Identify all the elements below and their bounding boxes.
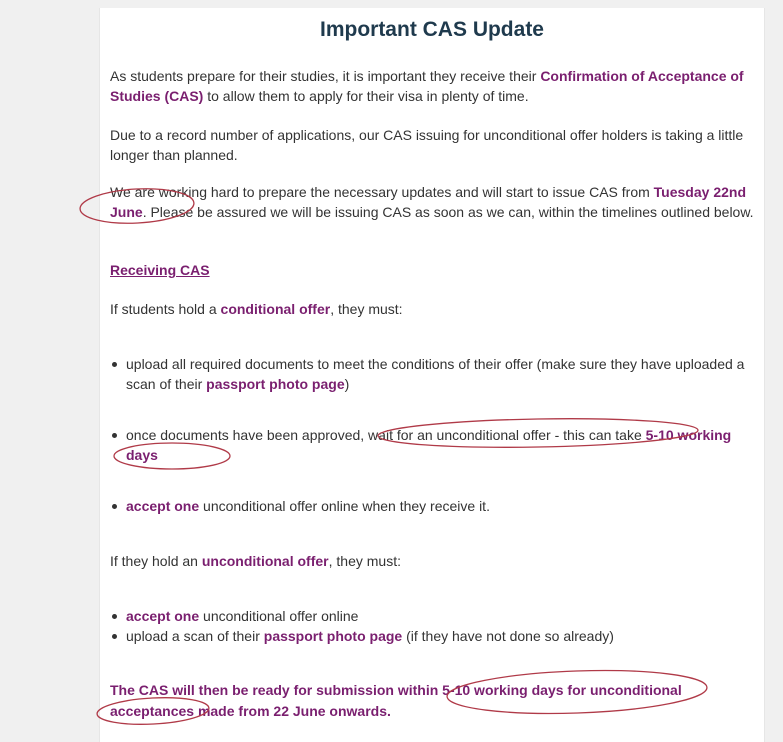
list-item [126, 606, 766, 626]
delay-paragraph: Due to a record number of applications, our CAS issuing for unconditional offer holders is taking a little longer than planned. [110, 127, 744, 163]
receiving-cas-link[interactable]: Receiving CAS [110, 262, 210, 278]
page-title: Important CAS Update [319, 18, 544, 41]
list-item-text: upload all required documents to meet the conditions of their offer (make sure they have uploaded a scan of their [126, 356, 745, 392]
conditional-offer-term: conditional offer [220, 301, 331, 317]
conditional-intro-end: , they must: [330, 301, 403, 317]
list-item [126, 354, 766, 394]
working-paragraph [110, 182, 760, 222]
final-note: The CAS will then be ready for submission within 5-10 working days for unconditional acceptances made from 22 June onwards. [110, 682, 682, 719]
list-item-text: once documents have been approved, wait for an unconditional offer - this can take [126, 427, 646, 443]
working-text-end: . Please be assured we will be issuing CAS as soon as we can, within the timelines outlined below. [142, 204, 754, 220]
email-body [99, 8, 765, 742]
unconditional-intro-text: If they hold an [110, 553, 202, 569]
passport-photo-page-term: passport photo page [206, 376, 345, 392]
conditional-steps-list-3 [110, 496, 766, 516]
passport-photo-page-term: passport photo page [263, 628, 403, 644]
conditional-intro [110, 299, 760, 319]
start-date: Tuesday 22nd June [110, 184, 746, 220]
list-item-text-end: unconditional offer online when they receive it. [199, 498, 490, 514]
intro-text-end: to allow them to apply for their visa in plenty of time. [203, 88, 529, 104]
intro-paragraph [110, 66, 760, 106]
conditional-steps-list-2 [110, 425, 766, 465]
cas-term: Confirmation of Acceptance of Studies (CAS) [110, 68, 744, 104]
list-item-text: upload a scan of their [126, 628, 264, 644]
unconditional-intro [110, 551, 760, 571]
accept-one-term: accept one [126, 608, 200, 624]
working-text: We are working hard to prepare the necessary updates and will start to issue CAS from [110, 184, 654, 200]
intro-text: As students prepare for their studies, it is important they receive their [110, 68, 541, 84]
list-item-text-end: ) [344, 376, 350, 392]
list-item-text-end: unconditional offer online [199, 608, 359, 624]
list-item [126, 425, 766, 465]
conditional-intro-text: If students hold a [110, 301, 221, 317]
list-item-text-end: (if they have not done so already) [402, 628, 614, 644]
receiving-cas-heading[interactable] [110, 260, 760, 280]
unconditional-offer-term: unconditional offer [201, 553, 329, 569]
working-days-term: 5-10 working days [126, 427, 732, 463]
unconditional-steps-list [110, 606, 766, 646]
list-item [126, 626, 766, 646]
accept-one-term: accept one [126, 498, 200, 514]
unconditional-intro-end: , they must: [328, 553, 401, 569]
list-item [126, 496, 766, 516]
conditional-steps-list-1 [110, 354, 766, 394]
